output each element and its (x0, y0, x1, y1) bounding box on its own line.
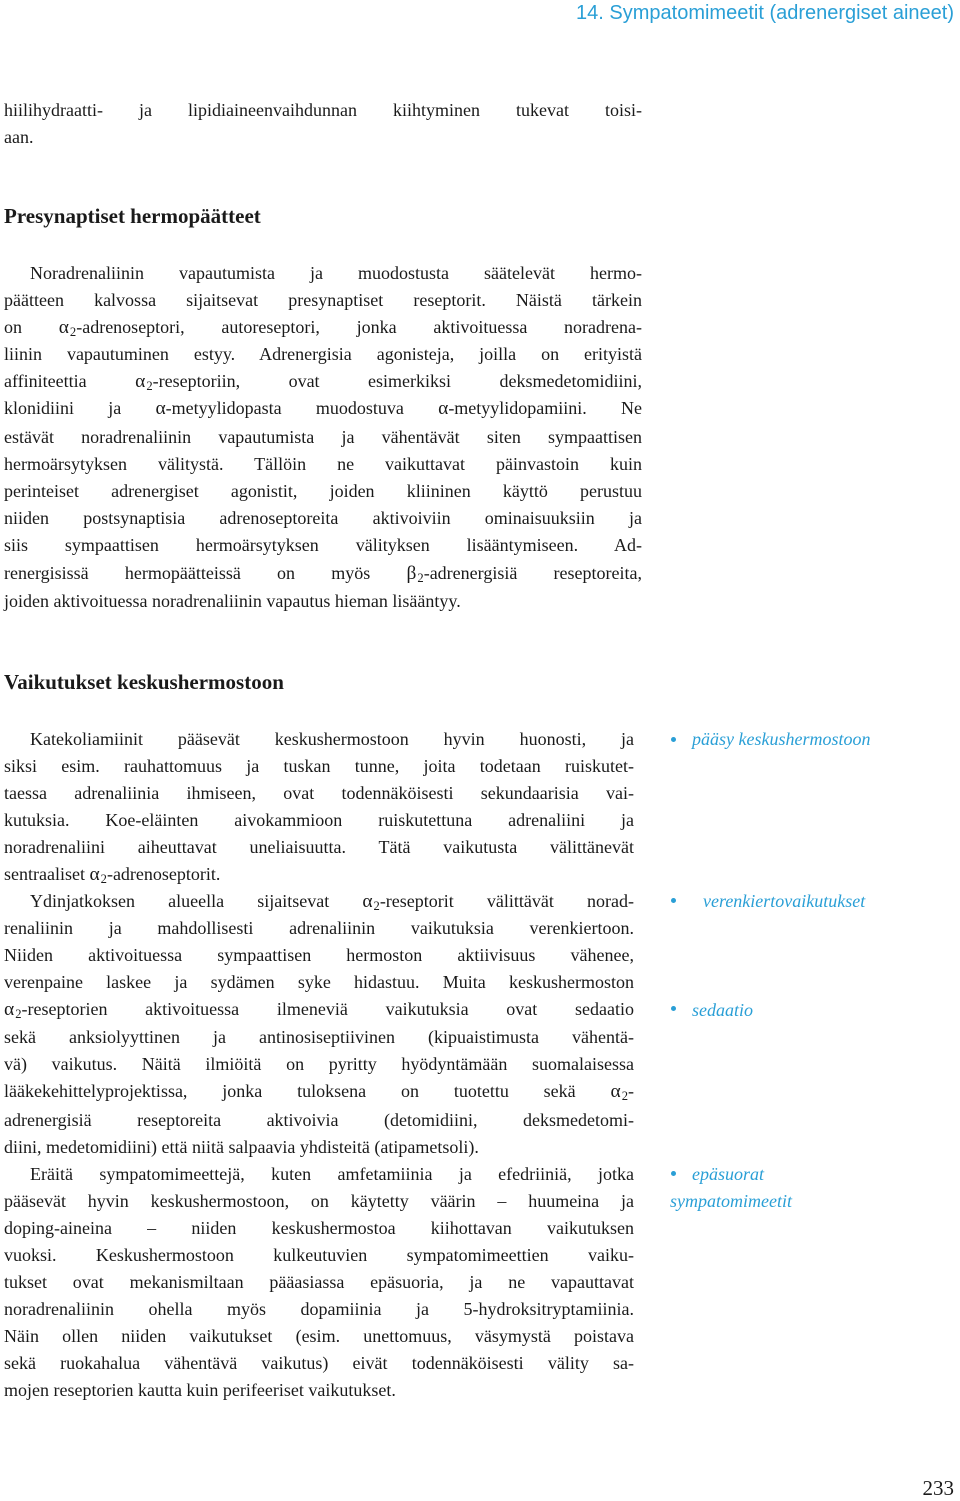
running-header: 14. Sympatomimeetit (adrenergiset aineet) (576, 2, 954, 24)
paragraph-line: renergisissä hermopäätteissä on myös $\beta_2$-adrenergisiä reseptoreita, (4, 563, 643, 586)
bullet-icon (671, 1171, 676, 1176)
paragraph-line: estävät noradrenaliinin vapautumista ja vähentävät siten sympaattisen (4, 427, 642, 447)
margin-note: sympatomimeetit (670, 1191, 792, 1211)
paragraph-line: perinteiset adrenergiset agonistit, joiden kliininen käyttö perustuu (4, 481, 642, 501)
bullet-icon (671, 1006, 676, 1011)
paragraph-line: on $\alpha_2$-adrenoseptori, autoreseptori, jonka aktivoituessa noradrena- (4, 317, 642, 340)
paragraph-line: niiden postsynaptisia adrenoseptoreita aktivoiviin ominaisuuksiin ja (4, 508, 642, 528)
alpha-symbol: α (58, 317, 69, 338)
intro-line: aan. (4, 127, 34, 147)
margin-note: verenkiertovaikutukset (703, 891, 866, 911)
paragraph-line: Noradrenaliinin vapautumista ja muodostusta säätelevät hermo- (30, 263, 642, 283)
paragraph-line: sekä anksiolyyttinen ja antinosiseptiivinen (kipuaistimusta vähentä- (4, 1027, 634, 1047)
paragraph-line: taessa adrenaliinia ihmiseen, ovat todennäköisesti sekundaarisia vai- (4, 783, 634, 803)
paragraph-line: siksi esim. rauhattomuus ja tuskan tunne, joita todetaan ruiskutet- (4, 756, 634, 776)
paragraph-line: $\alpha_2$-reseptorien aktivoituessa ilmeneviä vaikutuksia ovat sedaatio (4, 999, 634, 1022)
paragraph-line: siis sympaattisen hermoärsytyksen välityksen lisääntymiseen. Ad- (4, 535, 642, 555)
paragraph-line: doping-aineina – niiden keskushermostoa kiihottavan vaikutuksen (4, 1218, 634, 1238)
paragraph-line: Katekoliamiinit pääsevät keskushermostoon hyvin huonosti, ja (30, 729, 634, 749)
alpha-symbol: α (362, 891, 373, 912)
paragraph-line: sentraaliset $\alpha_2$-adrenoseptorit. (4, 864, 221, 887)
paragraph-line: liinin vapautuminen estyy. Adrenergisia agonisteja, joilla on erityistä (4, 344, 642, 364)
section-heading-presynaptic: Presynaptiset hermopäätteet (4, 204, 261, 228)
bullet-icon (671, 737, 676, 742)
paragraph-line: Ydinjatkoksen alueella sijaitsevat $\alpha_2$-reseptorit välittävät norad- (30, 891, 634, 914)
alpha-symbol: α (89, 864, 100, 885)
paragraph-line: klonidiini ja α-metyylidopasta muodostuva α-metyylidopamiini. Ne (4, 398, 643, 419)
margin-note: pääsy keskushermostoon (692, 729, 871, 749)
beta-symbol: β (406, 563, 417, 584)
paragraph-line: adrenergisiä reseptoreita aktivoivia (detomidiini, deksmedetomi- (4, 1110, 634, 1130)
paragraph-line: renaliinin ja mahdollisesti adrenaliinin vaikutuksia verenkiertoon. (4, 918, 634, 938)
margin-note: epäsuorat (692, 1164, 764, 1184)
alpha-symbol: α (610, 1081, 621, 1102)
paragraph-line: lääkekehittelyprojektissa, jonka tuloksena on tuotettu sekä $\alpha_2-$ (4, 1081, 634, 1104)
paragraph-line: noradrenaliini aiheuttavat uneliaisuutta. Tätä vaikutusta välittänevät (4, 837, 634, 857)
page-number: 233 (922, 1476, 954, 1500)
paragraph-line: diini, medetomidiini) että niitä salpaavia yhdisteitä (atipametsoli). (4, 1137, 479, 1157)
alpha-symbol: α (4, 999, 15, 1020)
paragraph-line: noradrenaliinin ohella myös dopamiinia ja 5-hydroksitryptamiinia. (4, 1299, 634, 1319)
paragraph-line: pääsevät hyvin keskushermostoon, on käytetty väärin – huumeina ja (4, 1191, 634, 1211)
paragraph-line: kutuksia. Koe-eläinten aivokammioon ruiskutettuna adrenaliini ja (4, 810, 634, 830)
paragraph-line: Eräitä sympatomimeettejä, kuten amfetamiinia ja efedriiniä, jotka (30, 1164, 634, 1184)
paragraph-line: Näin ollen niiden vaikutukset (esim. unettomuus, väsymystä poistava (4, 1326, 634, 1346)
alpha-symbol: α (135, 371, 146, 392)
bullet-icon (671, 898, 676, 903)
paragraph-line: Niiden aktivoituessa sympaattisen hermoston aktiivisuus vähenee, (4, 945, 634, 965)
paragraph-line: hermoärsytyksen välitystä. Tällöin ne vaikuttavat päinvastoin kuin (4, 454, 642, 474)
paragraph-line: päätteen kalvossa sijaitsevat presynaptiset reseptorit. Näistä tärkein (4, 290, 642, 310)
paragraph-line: mojen reseptorien kautta kuin perifeeriset vaikutukset. (4, 1380, 396, 1400)
alpha-symbol: α (438, 398, 449, 419)
margin-note: sedaatio (692, 1000, 753, 1020)
paragraph-line: sekä ruokahalua vähentävä vaikutus) eivät todennäköisesti välity sa- (4, 1353, 634, 1373)
paragraph-line: tukset ovat mekanismiltaan pääasiassa epäsuoria, ja ne vapauttavat (4, 1272, 634, 1292)
paragraph-line: verenpaine laskee ja sydämen syke hidastuu. Muita keskushermoston (4, 972, 634, 992)
intro-line: hiilihydraatti- ja lipidiaineenvaihdunnan kiihtyminen tukevat toisi- (4, 100, 642, 120)
paragraph-line: vuoksi. Keskushermostoon kulkeutuvien sympatomimeettien vaiku- (4, 1245, 634, 1265)
section-heading-cns: Vaikutukset keskushermostoon (4, 670, 284, 694)
paragraph-line: affiniteettia $\alpha_2$-reseptoriin, ovat esimerkiksi deksmedetomidiini, (4, 371, 642, 394)
paragraph-line: vä) vaikutus. Näitä ilmiöitä on pyritty hyödyntämään suomalaisessa (4, 1054, 634, 1074)
alpha-symbol: α (155, 398, 166, 419)
paragraph-line: joiden aktivoituessa noradrenaliinin vapautus hieman lisääntyy. (4, 591, 461, 611)
